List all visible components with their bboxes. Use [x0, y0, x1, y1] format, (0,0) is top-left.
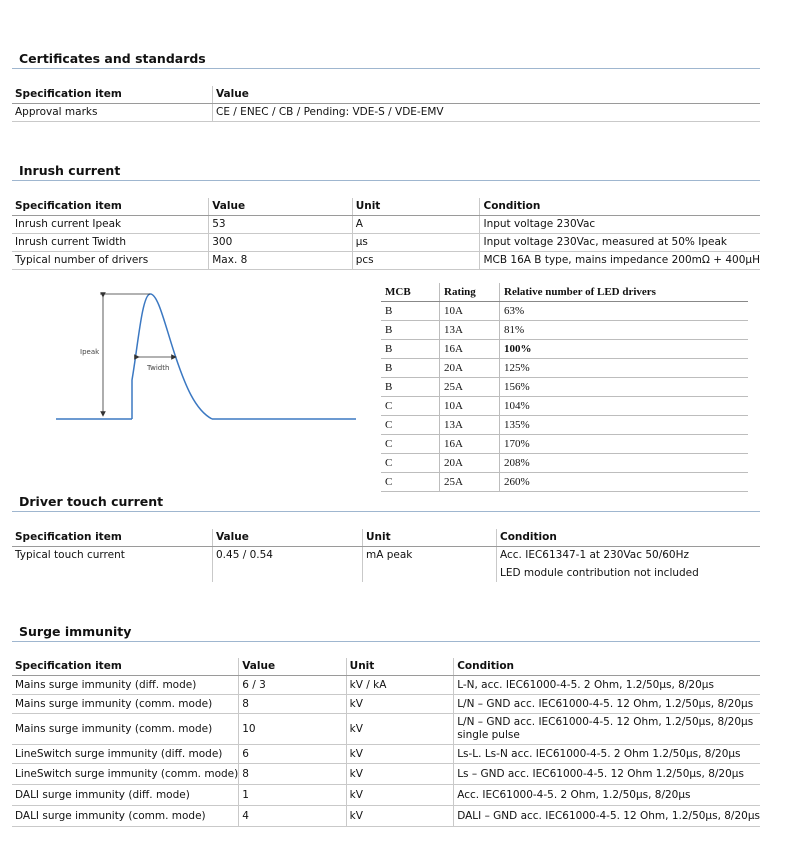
surge-table: [12, 658, 760, 827]
cell-value: 1: [239, 784, 346, 805]
cell-spec-item: DALI surge immunity (diff. mode): [12, 784, 239, 805]
cell-unit: pcs: [352, 251, 480, 269]
ipeak-label: Ipeak: [80, 348, 100, 356]
table-row: [381, 321, 748, 340]
cell-value: Max. 8: [209, 251, 352, 269]
cell-condition: Input voltage 230Vac, measured at 50% Ipeak: [480, 233, 760, 251]
table-row: [381, 378, 748, 397]
cell-relative: 156%: [500, 378, 749, 397]
empty-cell: [213, 564, 363, 582]
cell-condition: Ls – GND acc. IEC61000-4-5. 12 Ohm 1.2/50µs, 8/20µs: [454, 763, 760, 784]
cell-spec-item: Inrush current Ipeak: [12, 215, 209, 233]
cell-condition-note: LED module contribution not included: [497, 564, 761, 582]
header-spec-item: Specification item: [12, 658, 239, 675]
cell-unit: kV: [346, 713, 454, 744]
touch-rule: [12, 511, 760, 512]
table-row: [381, 302, 748, 321]
surge-rule: [12, 641, 760, 642]
surge-title: Surge immunity: [19, 624, 132, 639]
cell-relative: 125%: [500, 359, 749, 378]
cell-rating: 20A: [440, 359, 500, 378]
cell-rating: 16A: [440, 435, 500, 454]
cell-rating: 13A: [440, 321, 500, 340]
cell-mcb: C: [381, 397, 440, 416]
cell-spec-item: Typical number of drivers: [12, 251, 209, 269]
cell-relative: 100%: [500, 340, 749, 359]
header-mcb: MCB: [381, 283, 440, 302]
empty-cell: [363, 564, 497, 582]
header-unit: Unit: [346, 658, 454, 675]
cell-condition: L/N – GND acc. IEC61000-4-5. 12 Ohm, 1.2/50µs, 8/20µs: [454, 694, 760, 713]
cell-unit: kV: [346, 763, 454, 784]
cell-unit: kV: [346, 694, 454, 713]
cell-unit: A: [352, 215, 480, 233]
cell-mcb: B: [381, 302, 440, 321]
cell-value: 10: [239, 713, 346, 744]
cell-unit: kV: [346, 805, 454, 826]
cell-spec-item: LineSwitch surge immunity (diff. mode): [12, 744, 239, 763]
cell-condition: Input voltage 230Vac: [480, 215, 760, 233]
cell-mcb: B: [381, 321, 440, 340]
cell-mcb: C: [381, 435, 440, 454]
table-row: [381, 454, 748, 473]
cell-value: 8: [239, 694, 346, 713]
header-condition: Condition: [454, 658, 760, 675]
cell-value: 53: [209, 215, 352, 233]
cell-value: 6: [239, 744, 346, 763]
cell-condition: MCB 16A B type, mains impedance 200mΩ + 400µH: [480, 251, 760, 269]
inrush-rule: [12, 180, 760, 181]
table-row: [12, 233, 760, 251]
cell-relative: 208%: [500, 454, 749, 473]
cell-value: 8: [239, 763, 346, 784]
header-condition: Condition: [480, 198, 760, 215]
cell-spec-item: Approval marks: [12, 103, 213, 121]
cell-mcb: C: [381, 473, 440, 492]
inrush-waveform-diagram: [50, 285, 365, 430]
cell-rating: 10A: [440, 302, 500, 321]
cell-rating: 25A: [440, 378, 500, 397]
table-row: [12, 103, 760, 121]
cell-relative: 170%: [500, 435, 749, 454]
table-row: [381, 435, 748, 454]
header-value: Value: [239, 658, 346, 675]
empty-cell: [12, 564, 213, 582]
table-row: [381, 340, 748, 359]
table-row: [12, 694, 760, 713]
cell-condition: Acc. IEC61347-1 at 230Vac 50/60Hz: [497, 546, 761, 564]
cell-unit: µs: [352, 233, 480, 251]
cell-condition: Acc. IEC61000-4-5. 2 Ohm, 1.2/50µs, 8/20µs: [454, 784, 760, 805]
cell-value: 4: [239, 805, 346, 826]
table-row: [12, 251, 760, 269]
table-row: [381, 397, 748, 416]
table-row: [381, 359, 748, 378]
cell-value: CE / ENEC / CB / Pending: VDE-S / VDE-EMV: [213, 103, 761, 121]
cell-mcb: B: [381, 378, 440, 397]
cell-unit: kV: [346, 784, 454, 805]
table-row: [12, 713, 760, 744]
cell-spec-item: Mains surge immunity (diff. mode): [12, 675, 239, 694]
cell-relative: 63%: [500, 302, 749, 321]
header-spec-item: Specification item: [12, 86, 213, 103]
cell-value: 0.45 / 0.54: [213, 546, 363, 564]
table-row: [12, 784, 760, 805]
cell-rating: 16A: [440, 340, 500, 359]
mcb-table: [381, 283, 748, 492]
certificates-rule: [12, 68, 760, 69]
header-value: Value: [213, 529, 363, 546]
header-unit: Unit: [352, 198, 480, 215]
cell-spec-item: Mains surge immunity (comm. mode): [12, 713, 239, 744]
cell-relative: 135%: [500, 416, 749, 435]
table-row: [381, 473, 748, 492]
inrush-table: [12, 198, 760, 270]
cell-rating: 13A: [440, 416, 500, 435]
header-value: Value: [209, 198, 352, 215]
cell-rating: 25A: [440, 473, 500, 492]
cell-unit: kV: [346, 744, 454, 763]
cell-condition: Ls-L. Ls-N acc. IEC61000-4-5. 2 Ohm 1.2/50µs, 8/20µs: [454, 744, 760, 763]
inrush-title: Inrush current: [19, 163, 121, 178]
cell-condition: L/N – GND acc. IEC61000-4-5. 12 Ohm, 1.2/50µs, 8/20µs single pulse: [454, 713, 760, 744]
touch-title: Driver touch current: [19, 494, 164, 509]
cell-relative: 260%: [500, 473, 749, 492]
table-row: [381, 416, 748, 435]
cell-condition: DALI – GND acc. IEC61000-4-5. 12 Ohm, 1.2/50µs, 8/20µs: [454, 805, 760, 826]
inrush-pulse: [132, 294, 212, 419]
cell-unit: mA peak: [363, 546, 497, 564]
header-spec-item: Specification item: [12, 529, 213, 546]
table-row: [12, 805, 760, 826]
table-row: [12, 763, 760, 784]
cell-mcb: B: [381, 340, 440, 359]
cell-value: 6 / 3: [239, 675, 346, 694]
header-relative-drivers: Relative number of LED drivers: [500, 283, 749, 302]
header-rating: Rating: [440, 283, 500, 302]
table-row-note: [12, 564, 760, 582]
twidth-label: Twidth: [147, 364, 170, 372]
table-row: [12, 675, 760, 694]
header-spec-item: Specification item: [12, 198, 209, 215]
table-row: [12, 215, 760, 233]
cell-rating: 10A: [440, 397, 500, 416]
cell-mcb: C: [381, 416, 440, 435]
table-row: [12, 546, 760, 564]
cell-mcb: C: [381, 454, 440, 473]
cell-spec-item: LineSwitch surge immunity (comm. mode): [12, 763, 239, 784]
cell-condition: L-N, acc. IEC61000-4-5. 2 Ohm, 1.2/50µs, 8/20µs: [454, 675, 760, 694]
header-unit: Unit: [363, 529, 497, 546]
header-condition: Condition: [497, 529, 761, 546]
cell-unit: kV / kA: [346, 675, 454, 694]
cell-value: 300: [209, 233, 352, 251]
cell-spec-item: Inrush current Twidth: [12, 233, 209, 251]
cell-spec-item: DALI surge immunity (comm. mode): [12, 805, 239, 826]
certificates-table: [12, 86, 760, 122]
cell-mcb: B: [381, 359, 440, 378]
certificates-title: Certificates and standards: [19, 51, 206, 66]
cell-relative: 81%: [500, 321, 749, 340]
cell-relative: 104%: [500, 397, 749, 416]
cell-rating: 20A: [440, 454, 500, 473]
cell-spec-item: Mains surge immunity (comm. mode): [12, 694, 239, 713]
table-row: [12, 744, 760, 763]
header-value: Value: [213, 86, 761, 103]
cell-spec-item: Typical touch current: [15, 549, 125, 562]
touch-table: [12, 529, 760, 582]
